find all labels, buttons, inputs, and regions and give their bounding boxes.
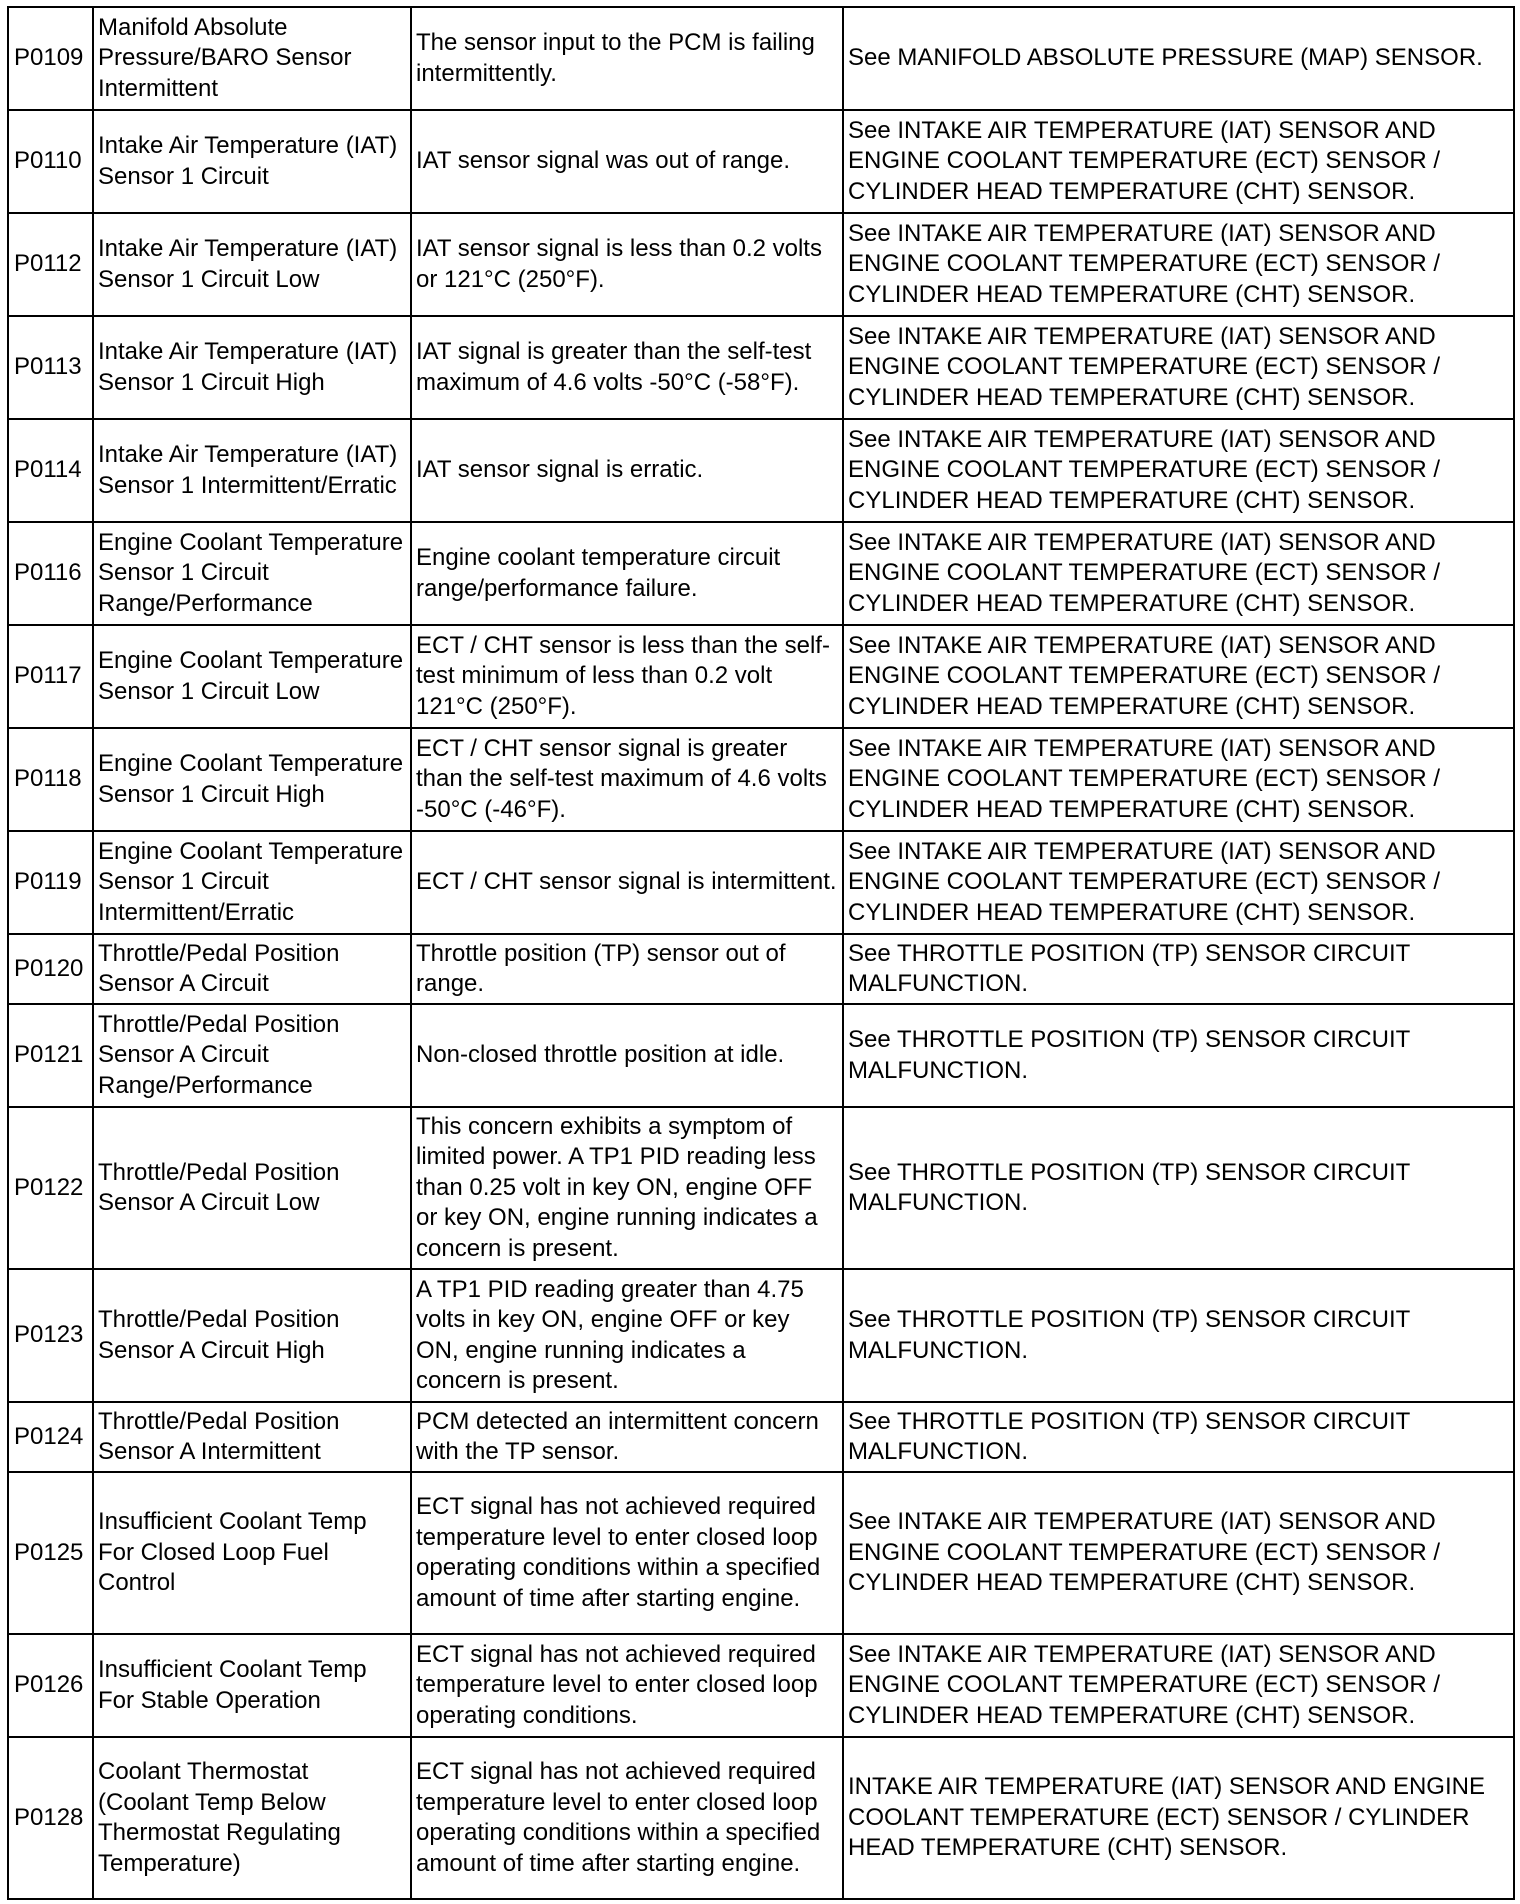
- dtc-table: [7, 6, 1515, 1900]
- table-row: [8, 1107, 1514, 1269]
- dtc-code-cell: P0122: [8, 1107, 93, 1269]
- dtc-condition-cell: IAT sensor signal is erratic.: [411, 419, 843, 522]
- dtc-code-cell: P0128: [8, 1737, 93, 1899]
- dtc-condition-cell: IAT sensor signal was out of range.: [411, 110, 843, 213]
- table-row: [8, 110, 1514, 213]
- table-row: [8, 419, 1514, 522]
- dtc-description-cell: Throttle/Pedal Position Sensor A Circuit High: [93, 1269, 411, 1402]
- table-row: [8, 728, 1514, 831]
- dtc-description-cell: Throttle/Pedal Position Sensor A Intermittent: [93, 1402, 411, 1472]
- table-row: [8, 316, 1514, 419]
- table-row: [8, 625, 1514, 728]
- dtc-code-cell: P0123: [8, 1269, 93, 1402]
- table-row: [8, 213, 1514, 316]
- dtc-code-cell: P0126: [8, 1634, 93, 1737]
- table-row: [8, 7, 1514, 110]
- dtc-action-cell: INTAKE AIR TEMPERATURE (IAT) SENSOR AND ENGINE COOLANT TEMPERATURE (ECT) SENSOR / CYLINDER HEAD TEMPERATURE (CHT) SENSOR.: [843, 1737, 1514, 1899]
- table-row: [8, 1634, 1514, 1737]
- dtc-action-cell: See THROTTLE POSITION (TP) SENSOR CIRCUIT MALFUNCTION.: [843, 1269, 1514, 1402]
- dtc-action-cell: See THROTTLE POSITION (TP) SENSOR CIRCUIT MALFUNCTION.: [843, 934, 1514, 1004]
- dtc-condition-cell: Non-closed throttle position at idle.: [411, 1004, 843, 1107]
- dtc-code-cell: P0113: [8, 316, 93, 419]
- dtc-description-cell: Insufficient Coolant Temp For Closed Loop Fuel Control: [93, 1472, 411, 1634]
- dtc-code-cell: P0112: [8, 213, 93, 316]
- dtc-description-cell: Intake Air Temperature (IAT) Sensor 1 Intermittent/Erratic: [93, 419, 411, 522]
- dtc-action-cell: See THROTTLE POSITION (TP) SENSOR CIRCUIT MALFUNCTION.: [843, 1107, 1514, 1269]
- dtc-description-cell: Engine Coolant Temperature Sensor 1 Circuit Range/Performance: [93, 522, 411, 625]
- table-row: [8, 831, 1514, 934]
- table-row: [8, 1004, 1514, 1107]
- table-row: [8, 1737, 1514, 1899]
- dtc-description-cell: Throttle/Pedal Position Sensor A Circuit Range/Performance: [93, 1004, 411, 1107]
- dtc-description-cell: Intake Air Temperature (IAT) Sensor 1 Circuit: [93, 110, 411, 213]
- dtc-action-cell: See INTAKE AIR TEMPERATURE (IAT) SENSOR AND ENGINE COOLANT TEMPERATURE (ECT) SENSOR / CYLINDER HEAD TEMPERATURE (CHT) SENSOR.: [843, 831, 1514, 934]
- table-row: [8, 1472, 1514, 1634]
- dtc-code-cell: P0119: [8, 831, 93, 934]
- dtc-action-cell: See THROTTLE POSITION (TP) SENSOR CIRCUIT MALFUNCTION.: [843, 1004, 1514, 1107]
- dtc-description-cell: Intake Air Temperature (IAT) Sensor 1 Circuit Low: [93, 213, 411, 316]
- dtc-condition-cell: Throttle position (TP) sensor out of range.: [411, 934, 843, 1004]
- dtc-code-cell: P0121: [8, 1004, 93, 1107]
- dtc-code-cell: P0110: [8, 110, 93, 213]
- dtc-description-cell: Coolant Thermostat (Coolant Temp Below Thermostat Regulating Temperature): [93, 1737, 411, 1899]
- dtc-description-cell: Throttle/Pedal Position Sensor A Circuit: [93, 934, 411, 1004]
- table-row: [8, 1269, 1514, 1402]
- dtc-code-cell: P0124: [8, 1402, 93, 1472]
- dtc-action-cell: See INTAKE AIR TEMPERATURE (IAT) SENSOR AND ENGINE COOLANT TEMPERATURE (ECT) SENSOR / CYLINDER HEAD TEMPERATURE (CHT) SENSOR.: [843, 522, 1514, 625]
- dtc-action-cell: See MANIFOLD ABSOLUTE PRESSURE (MAP) SENSOR.: [843, 7, 1514, 110]
- dtc-condition-cell: IAT signal is greater than the self-test maximum of 4.6 volts -50°C (-58°F).: [411, 316, 843, 419]
- dtc-action-cell: See THROTTLE POSITION (TP) SENSOR CIRCUIT MALFUNCTION.: [843, 1402, 1514, 1472]
- dtc-action-cell: See INTAKE AIR TEMPERATURE (IAT) SENSOR AND ENGINE COOLANT TEMPERATURE (ECT) SENSOR / CYLINDER HEAD TEMPERATURE (CHT) SENSOR.: [843, 625, 1514, 728]
- dtc-code-cell: P0117: [8, 625, 93, 728]
- dtc-condition-cell: ECT / CHT sensor signal is intermittent.: [411, 831, 843, 934]
- dtc-action-cell: See INTAKE AIR TEMPERATURE (IAT) SENSOR AND ENGINE COOLANT TEMPERATURE (ECT) SENSOR / CYLINDER HEAD TEMPERATURE (CHT) SENSOR.: [843, 213, 1514, 316]
- dtc-condition-cell: Engine coolant temperature circuit range/performance failure.: [411, 522, 843, 625]
- dtc-condition-cell: ECT signal has not achieved required temperature level to enter closed loop operating conditions.: [411, 1634, 843, 1737]
- dtc-condition-cell: This concern exhibits a symptom of limited power. A TP1 PID reading less than 0.25 volt in key ON, engine OFF or key ON, engine running indicates a concern is present.: [411, 1107, 843, 1269]
- dtc-action-cell: See INTAKE AIR TEMPERATURE (IAT) SENSOR AND ENGINE COOLANT TEMPERATURE (ECT) SENSOR / CYLINDER HEAD TEMPERATURE (CHT) SENSOR.: [843, 1472, 1514, 1634]
- table-row: [8, 934, 1514, 1004]
- dtc-code-cell: P0125: [8, 1472, 93, 1634]
- dtc-description-cell: Insufficient Coolant Temp For Stable Operation: [93, 1634, 411, 1737]
- dtc-description-cell: Engine Coolant Temperature Sensor 1 Circuit High: [93, 728, 411, 831]
- dtc-description-cell: Manifold Absolute Pressure/BARO Sensor Intermittent: [93, 7, 411, 110]
- dtc-description-cell: Intake Air Temperature (IAT) Sensor 1 Circuit High: [93, 316, 411, 419]
- dtc-description-cell: Throttle/Pedal Position Sensor A Circuit Low: [93, 1107, 411, 1269]
- dtc-condition-cell: IAT sensor signal is less than 0.2 volts or 121°C (250°F).: [411, 213, 843, 316]
- dtc-condition-cell: A TP1 PID reading greater than 4.75 volts in key ON, engine OFF or key ON, engine running indicates a concern is present.: [411, 1269, 843, 1402]
- dtc-action-cell: See INTAKE AIR TEMPERATURE (IAT) SENSOR AND ENGINE COOLANT TEMPERATURE (ECT) SENSOR / CYLINDER HEAD TEMPERATURE (CHT) SENSOR.: [843, 110, 1514, 213]
- dtc-action-cell: See INTAKE AIR TEMPERATURE (IAT) SENSOR AND ENGINE COOLANT TEMPERATURE (ECT) SENSOR / CYLINDER HEAD TEMPERATURE (CHT) SENSOR.: [843, 419, 1514, 522]
- dtc-condition-cell: ECT signal has not achieved required temperature level to enter closed loop operating conditions within a specified amount of time after starting engine.: [411, 1472, 843, 1634]
- dtc-code-cell: P0118: [8, 728, 93, 831]
- dtc-code-cell: P0114: [8, 419, 93, 522]
- dtc-code-cell: P0109: [8, 7, 93, 110]
- dtc-action-cell: See INTAKE AIR TEMPERATURE (IAT) SENSOR AND ENGINE COOLANT TEMPERATURE (ECT) SENSOR / CYLINDER HEAD TEMPERATURE (CHT) SENSOR.: [843, 316, 1514, 419]
- dtc-condition-cell: The sensor input to the PCM is failing intermittently.: [411, 7, 843, 110]
- table-row: [8, 1402, 1514, 1472]
- dtc-code-cell: P0116: [8, 522, 93, 625]
- dtc-condition-cell: ECT signal has not achieved required temperature level to enter closed loop operating conditions within a specified amount of time after starting engine.: [411, 1737, 843, 1899]
- dtc-condition-cell: PCM detected an intermittent concern with the TP sensor.: [411, 1402, 843, 1472]
- dtc-condition-cell: ECT / CHT sensor signal is greater than the self-test maximum of 4.6 volts -50°C (-46°F).: [411, 728, 843, 831]
- dtc-description-cell: Engine Coolant Temperature Sensor 1 Circuit Low: [93, 625, 411, 728]
- dtc-code-cell: P0120: [8, 934, 93, 1004]
- dtc-description-cell: Engine Coolant Temperature Sensor 1 Circuit Intermittent/Erratic: [93, 831, 411, 934]
- dtc-action-cell: See INTAKE AIR TEMPERATURE (IAT) SENSOR AND ENGINE COOLANT TEMPERATURE (ECT) SENSOR / CYLINDER HEAD TEMPERATURE (CHT) SENSOR.: [843, 728, 1514, 831]
- dtc-action-cell: See INTAKE AIR TEMPERATURE (IAT) SENSOR AND ENGINE COOLANT TEMPERATURE (ECT) SENSOR / CYLINDER HEAD TEMPERATURE (CHT) SENSOR.: [843, 1634, 1514, 1737]
- table-row: [8, 522, 1514, 625]
- dtc-condition-cell: ECT / CHT sensor is less than the self-test minimum of less than 0.2 volt 121°C (250°F).: [411, 625, 843, 728]
